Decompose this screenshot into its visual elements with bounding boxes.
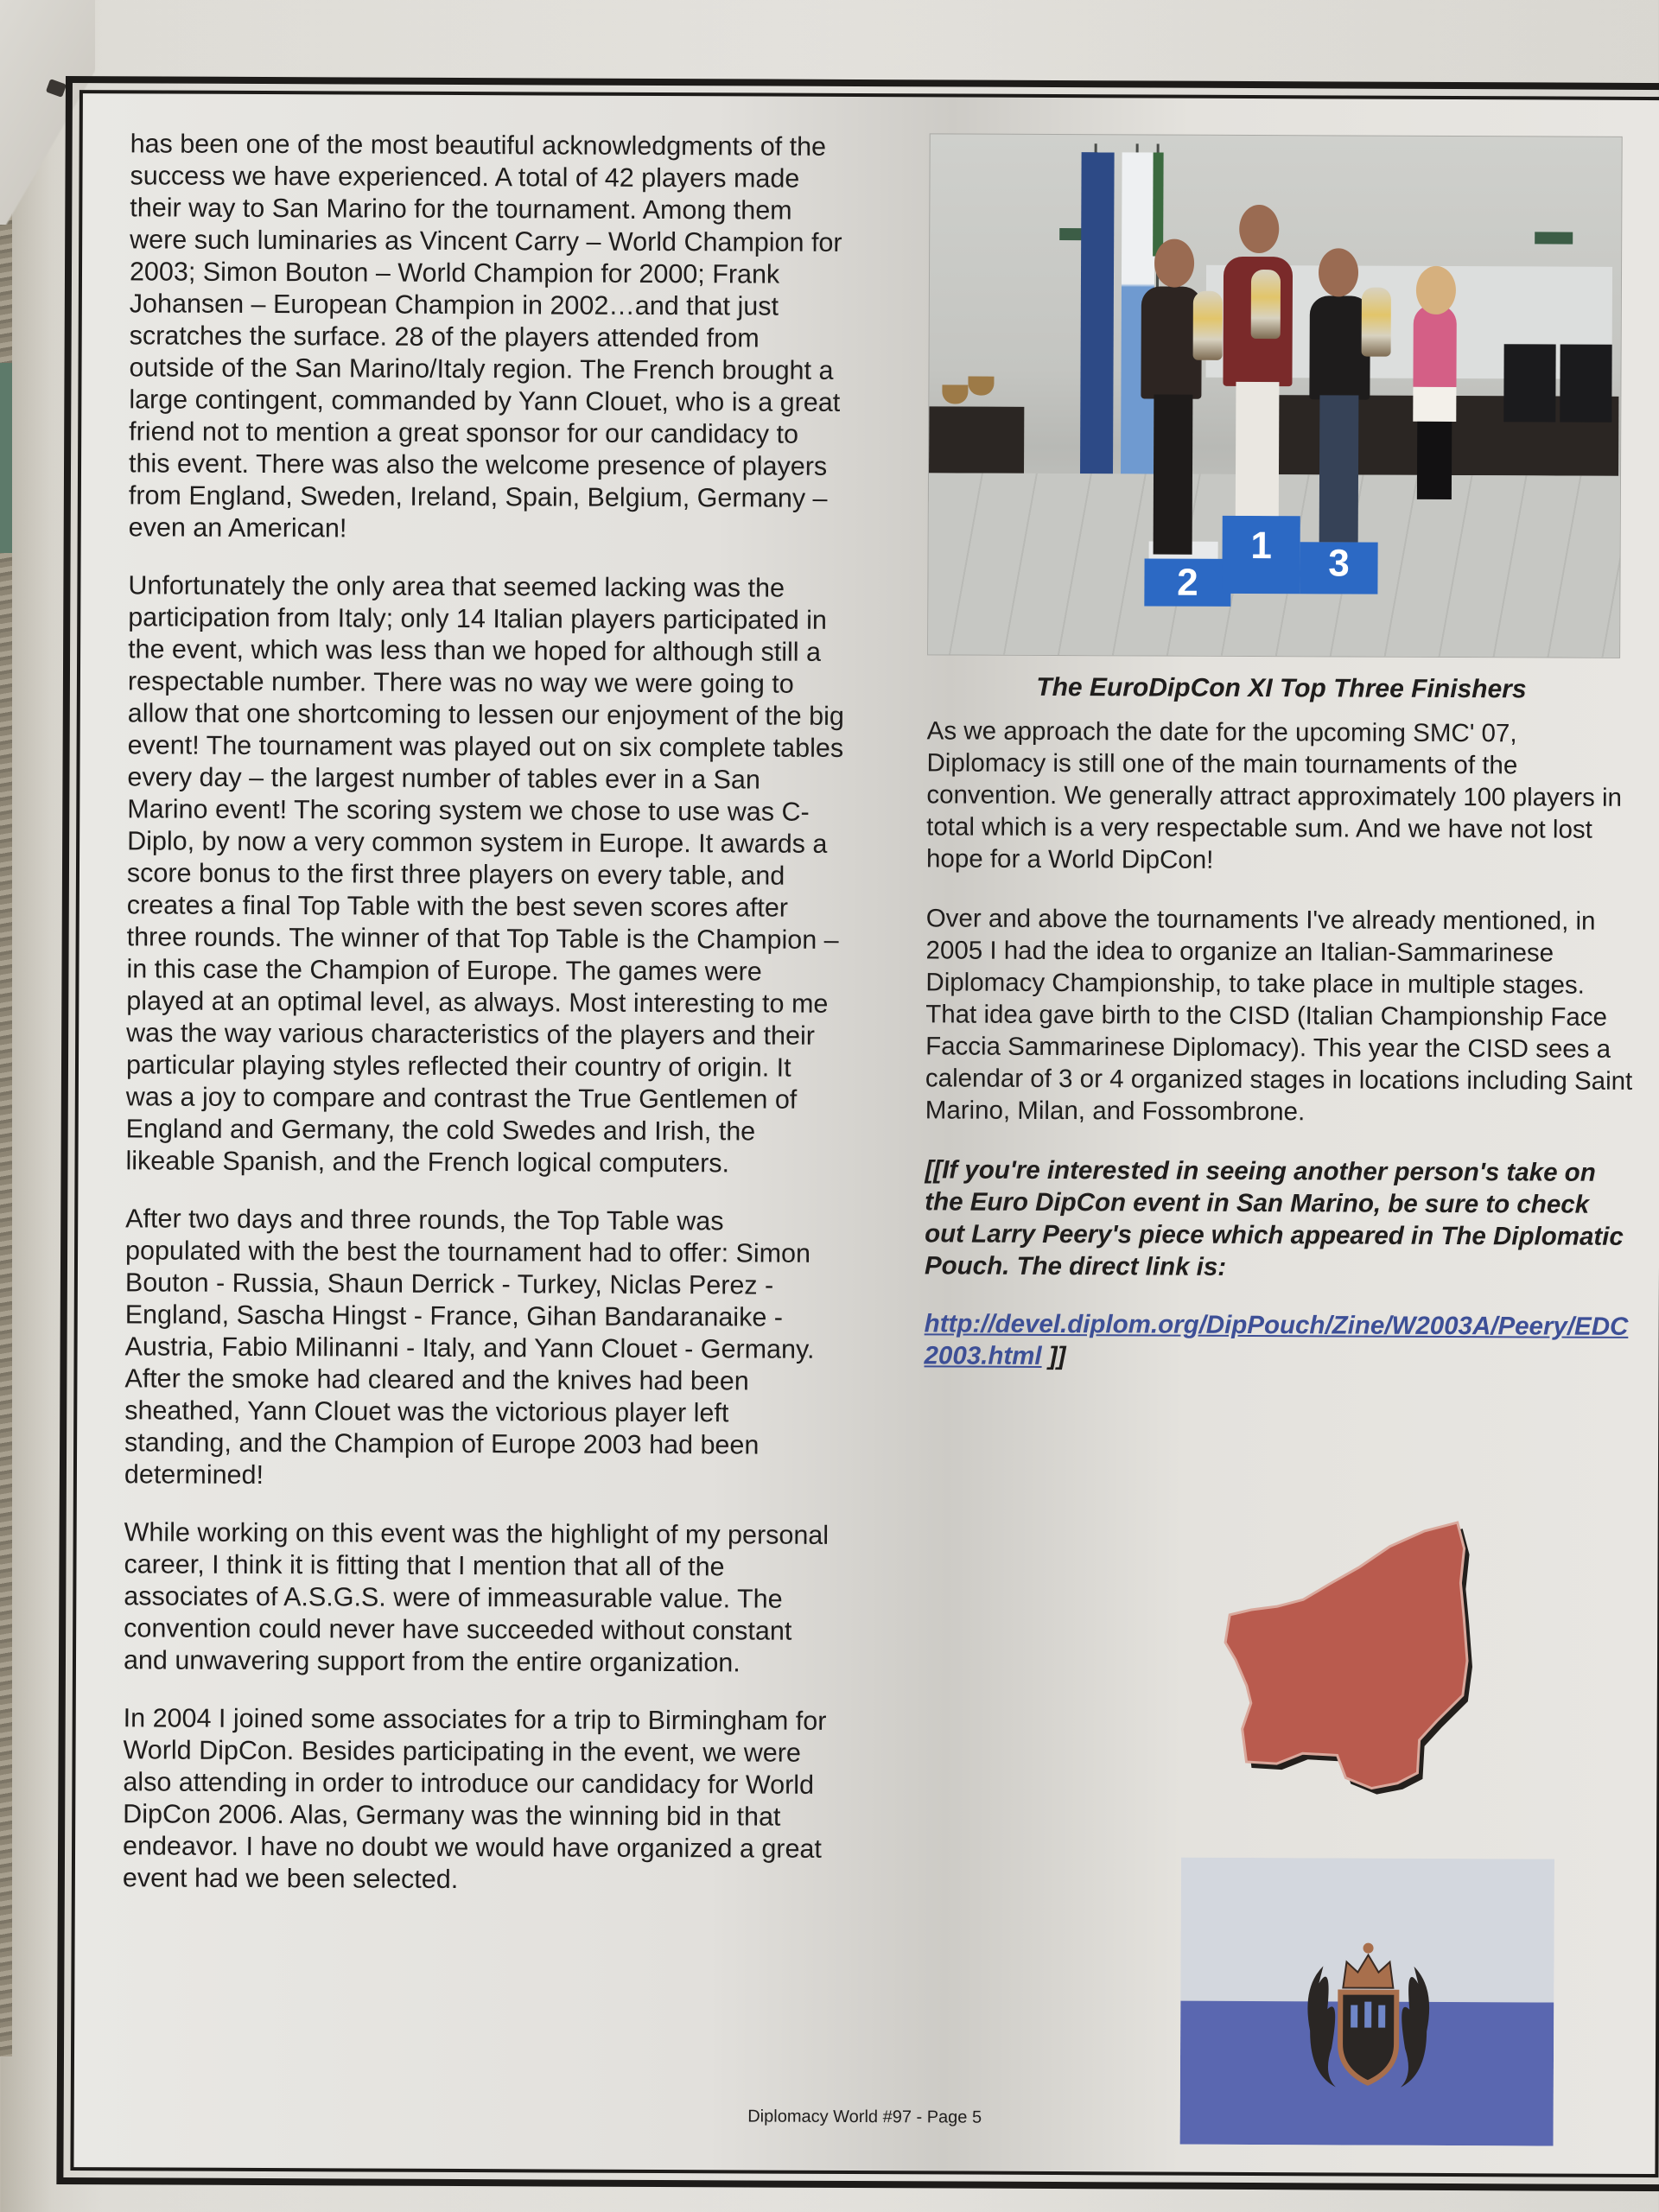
paragraph: In 2004 I joined some associates for a trip to Birmingham for World DipCon. Besides participating in the event, we were also attending in order to introduce our candidacy for World DipCon 2006. Alas, Germany was the winning bid in that endeavor. I have no doubt we would have organized a great event had we been selected.: [122, 1703, 827, 1895]
photo-caption: The EuroDipCon XI Top Three Finishers: [1036, 672, 1527, 704]
background-surface-green: [0, 363, 12, 553]
trophy-icon: [1193, 291, 1223, 360]
person-head: [1416, 266, 1456, 315]
presenter-boots: [1417, 422, 1452, 499]
person-presenter: [1413, 305, 1456, 391]
italy-flag-photo: [1153, 152, 1164, 256]
paragraph: Unfortunately the only area that seemed lacking was the participation from Italy; only 14 Italian players participated in the event, which was less than we hoped for although still a respectable number. There was no way we were going to allow that one shortcoming to lessen our enjoyment of the big event! The tournament was played out on six complete tables every day – the largest number of tables ever in a San Marino event! The scoring system we chose to use was C-Diplo, by now a very common system in Europe. It awards a score bonus to the first three players on every table, and creates a final Top Table with the best seven scores after three rounds. The winner of that Top Table is the Champion – in this case the Champion of Europe. The games were played at an optimal level, as always. Most interesting to me was the way various characteristics of the players and their particular playing styles reflected their country of origin. It was a joy to compare and contrast the True Gentlemen of England and Germany, the cold Swedes and Irish, the likeable Spanish, and the French logical computers.: [125, 570, 844, 1179]
paragraph: Over and above the tournaments I've already mentioned, in 2005 I had the idea to organize an Italian-Sammarinese Diplomacy Championship, to take place in multiple stages. That idea gave birth to the CISD (Italian Championship Face Faccia Sammarinese Diplomacy). This year the CISD sees a calendar of 3 or 4 organized stages in locations including Saint Marino, Milan, and Fossombrone.: [925, 904, 1633, 1127]
coat-of-arms: [1307, 1942, 1429, 2088]
right-column: [924, 133, 1637, 1402]
person-head: [1154, 239, 1194, 288]
link-line: [924, 1307, 1632, 1375]
editor-note-text: [[If you're interested in seeing another person's take on the Euro DipCon event in San Marino, be sure to check out Larry Peery's piece which appeared in The Diplomatic Pouch. The direct link is:: [924, 1155, 1624, 1281]
exit-sign-icon: [1535, 232, 1573, 244]
podium-step-2: 2: [1144, 558, 1230, 606]
trophy-icon: [1362, 288, 1391, 357]
page-border-inner: [70, 90, 1659, 2177]
coat-of-arms-icon: [1180, 1858, 1554, 2146]
diplomatic-pouch-link[interactable]: http://devel.diplom.org/DipPouch/Zine/W2003A/Peery/EDC2003.html: [924, 1309, 1629, 1370]
eu-flag: [1080, 152, 1115, 480]
person-second-legs: [1154, 394, 1193, 554]
trophy-icon: [1251, 270, 1281, 339]
monitor-icon: [1503, 344, 1555, 422]
paragraph: While working on this event was the highlight of my personal career, I think it is fitting that I mention that all of the associates of A.S.G.S. were of immeasurable value. The convention could never have succeeded without constant and unwavering support from the entire organization.: [123, 1517, 830, 1678]
podium-step-1: 1: [1222, 516, 1300, 594]
monitor-icon: [1560, 345, 1611, 423]
podium-photo: [927, 133, 1623, 658]
presenter-skirt: [1413, 387, 1456, 422]
small-trophy-icon: [942, 385, 968, 404]
person-first-legs: [1236, 382, 1280, 516]
left-column: [123, 128, 848, 1923]
page-border-outer: [56, 76, 1659, 2191]
person-third-legs: [1319, 395, 1359, 542]
editor-note-close: ]]: [1041, 1341, 1066, 1371]
page-footer: Diplomacy World #97 - Page 5: [747, 2107, 982, 2127]
san-marino-flag-image: [1180, 1858, 1554, 2146]
san-marino-map-image: [1216, 1513, 1502, 1799]
map-fill: [1224, 1522, 1467, 1789]
podium-step-3: 3: [1300, 542, 1377, 594]
editor-note: [925, 1154, 1634, 1285]
person-head: [1319, 248, 1358, 296]
person-head: [1239, 205, 1279, 253]
paragraph: As we approach the date for the upcoming SMC' 07, Diplomacy is still one of the main tournaments of the convention. We generally attract approximately 100 players in total which is a very respectable sum. And we have not lost hope for a World DipCon!: [925, 716, 1623, 874]
paragraph: After two days and three rounds, the Top Table was populated with the best the tournament had to offer: Simon Bouton - Russia, Shaun Derrick - Turkey, Niclas Perez - England, Sascha Hingst - France, Gihan Bandaranaike - Austria, Fabio Milinanni - Italy, and Yann Clouet - Germany. After the smoke had cleared and the knives had been sheathed, Yann Clouet was the victorious player left standing, and the Champion of Europe 2003 had been determined!: [124, 1204, 815, 1491]
san-marino-map-icon: [1216, 1513, 1502, 1799]
paragraph: has been one of the most beautiful acknowledgments of the success we have experienced. A total of 42 players made their way to San Marino for the tournament. Among them were such luminaries as Vincent Carry – World Champion for 2003; Simon Bouton – World Champion for 2000; Frank Johansen – European Champion in 2002…and that just scratches the surface. 28 of the players attended from outside of the San Marino/Italy region. The French brought a large contingent, commanded by Yann Clouet, who is a great friend not to mention a great sponsor for our candidacy to this event. There was also the welcome presence of players from England, Sweden, Ireland, Spain, Belgium, Germany – even an American!: [128, 129, 842, 543]
small-trophy-icon: [968, 377, 994, 396]
